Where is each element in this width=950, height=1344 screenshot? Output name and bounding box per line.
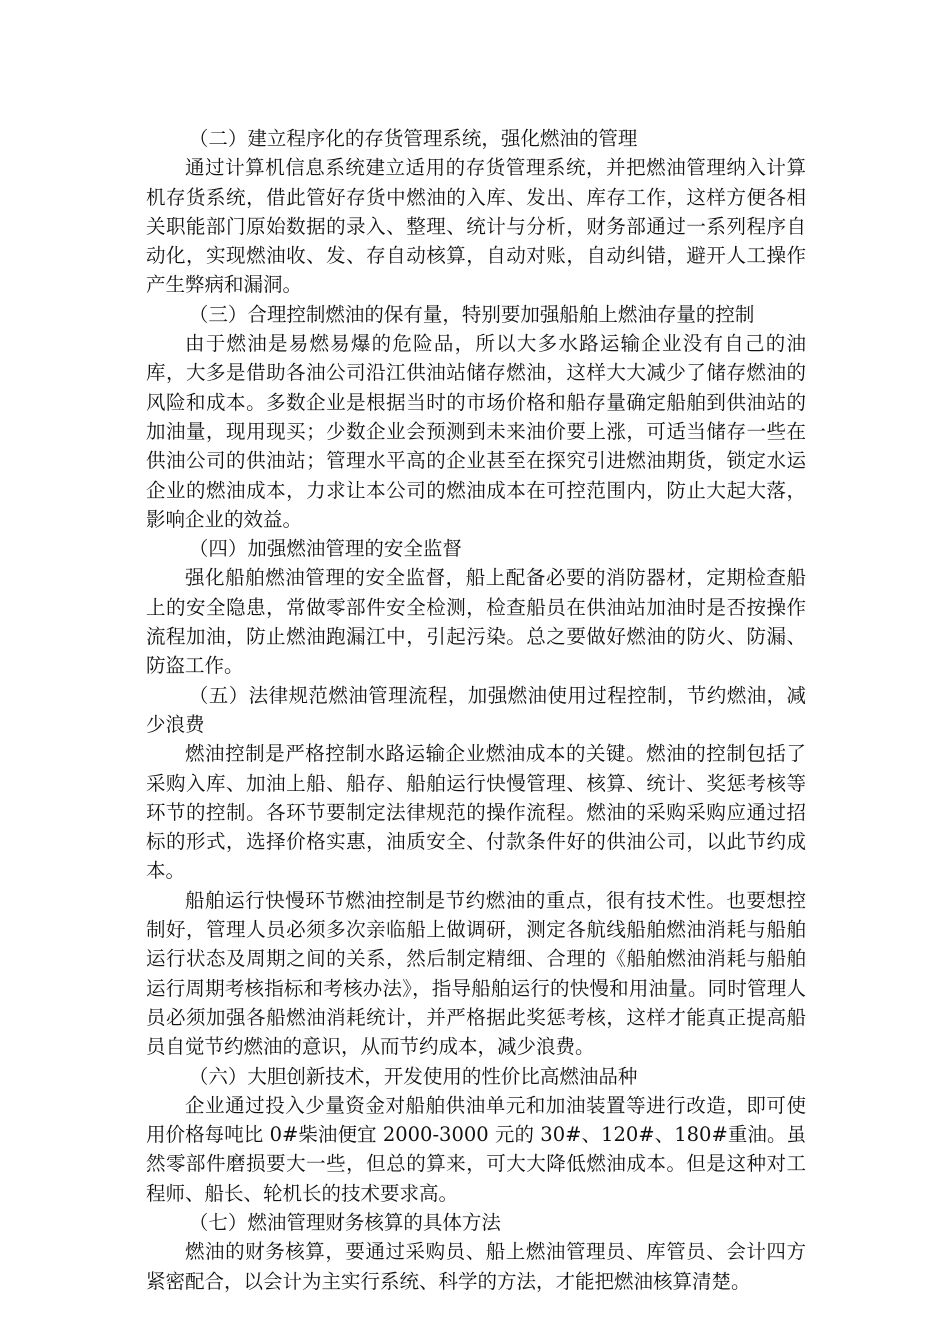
paragraph-financial-accounting: 燃油的财务核算，要通过采购员、船上燃油管理员、库管员、会计四方紧密配合，以会计为主实行系统、科学的方法，才能把燃油核算清楚。 [146, 1240, 806, 1293]
paragraph-ship-speed-control: 船舶运行快慢环节燃油控制是节约燃油的重点，很有技术性。也要想控制好，管理人员必须多次亲临船上做调研，测定各航线船舶燃油消耗与船舶运行状态及周期之间的关系，然后制定精细、合理的《船舶燃油消耗与船舶运行周期考核指标和考核办法》，指导船舶运行的快慢和用油量。同时管理人员必须加强各船燃油消耗统计，并严格据此奖惩考核，这样才能真正提高船员自觉节约燃油的意识，从而节约成本，减少浪费。 [146, 888, 806, 1059]
paragraph-inventory-system: 通过计算机信息系统建立适用的存货管理系统，并把燃油管理纳入计算机存货系统，借此管好存货中燃油的入库、发出、库存工作，这样方便各相关职能部门原始数据的录入、整理、统计与分析，财务部通过一系列程序自动化，实现燃油收、发、存自动核算，自动对账，自动纠错，避开人工操作产生弊病和漏洞。 [146, 156, 806, 297]
paragraph-fuel-control: 燃油控制是严格控制水路运输企业燃油成本的关键。燃油的控制包括了采购入库、加油上船、船存、船舶运行快慢管理、核算、统计、奖惩考核等环节的控制。各环节要制定法律规范的操作流程。燃油的采购采购应通过招标的形式，选择价格实惠，油质安全、付款条件好的供油公司，以此节约成本。 [146, 742, 806, 883]
document-body [146, 124, 806, 1296]
section-heading-5: （五）法律规范燃油管理流程，加强燃油使用过程控制，节约燃油，减少浪费 [146, 683, 806, 736]
section-heading-7: （七）燃油管理财务核算的具体方法 [188, 1210, 501, 1234]
paragraph-fuel-storage: 由于燃油是易燃易爆的危险品，所以大多水路运输企业没有自己的油库，大多是借助各油公司沿江供油站储存燃油，这样大大减少了储存燃油的风险和成本。多数企业是根据当时的市场价格和船存量确定船舶到供油站的加油量，现用现买；少数企业会预测到未来油价要上涨，可适当储存一些在供油公司的供油站；管理水平高的企业甚至在探究引进燃油期货，锁定水运企业的燃油成本，力求让本公司的燃油成本在可控范围内，防止大起大落，影响企业的效益。 [146, 332, 806, 531]
paragraph-safety-supervision: 强化船舶燃油管理的安全监督，船上配备必要的消防器材，定期检查船上的安全隐患，常做零部件安全检测，检查船员在供油站加油时是否按操作流程加油，防止燃油跑漏江中，引起污染。总之要做好燃油的防火、防漏、防盗工作。 [146, 566, 806, 678]
section-heading-6: （六）大胆创新技术，开发使用的性价比高燃油品种 [188, 1064, 638, 1088]
section-heading-2: （二）建立程序化的存货管理系统，强化燃油的管理 [188, 127, 638, 150]
section-heading-3: （三）合理控制燃油的保有量，特别要加强船舶上燃油存量的控制 [188, 302, 755, 326]
section-heading-4: （四）加强燃油管理的安全监督 [188, 537, 462, 561]
paragraph-technology-innovation: 企业通过投入少量资金对船舶供油单元和加油装置等进行改造，即可使用价格每吨比 0#柴油便宜 2000-3000 元的 30#、120#、180#重油。虽然零部件磨损要大一些，但总的算来，可大大降低燃油成本。但是这种对工程师、船长、轮机长的技术要求高。 [146, 1093, 806, 1205]
